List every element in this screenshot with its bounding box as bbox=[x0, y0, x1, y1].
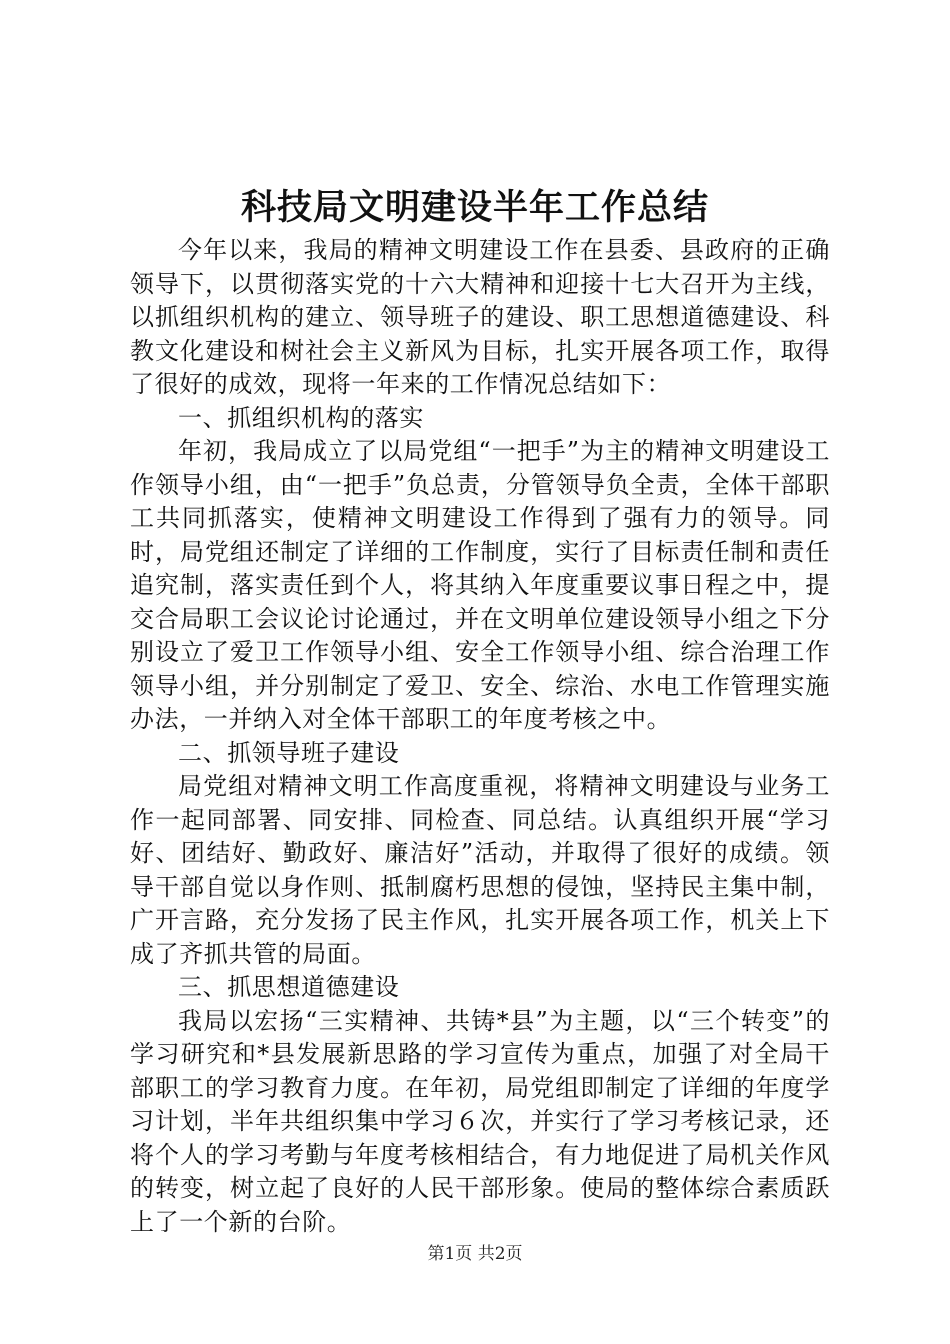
section-heading-3: 三、抓思想道德建设 bbox=[178, 973, 400, 1001]
document-title: 科技局文明建设半年工作总结 bbox=[240, 187, 709, 228]
section-body-2: 局党组对精神文明工作高度重视，将精神文明建设与业务工作一起同部署、同安排、同检查、同总结。认真组织开展“学习好、团结好、勤政好、廉洁好”活动，并取得了很好的成绩。领导干部自觉以身作则、抵制腐朽思想的侵蚀，坚持民主集中制，广开言路，充分发扬了民主作风，扎实开展各项工作，机关上下成了齐抓共管的局面。 bbox=[130, 772, 830, 968]
section-heading-1: 一、抓组织机构的落实 bbox=[178, 403, 424, 432]
intro-paragraph: 今年以来，我局的精神文明建设工作在县委、县政府的正确领导下，以贯彻落实党的十六大精神和迎接十七大召开为主线，以抓组织机构的建立、领导班子的建设、职工思想道德建设、科教文化建设和树社会主义新风为目标，扎实开展各项工作，取得了很好的成效，现将一年来的工作情况总结如下： bbox=[130, 236, 830, 398]
section-heading-2: 二、抓领导班子建设 bbox=[178, 738, 400, 767]
page-number-footer: 第1页 共2页 bbox=[427, 1244, 523, 1264]
document-body bbox=[130, 234, 830, 1239]
section-body-3: 我局以宏扬“三实精神、共铸*县”为主题，以“三个转变”的学习研究和*县发展新思路的学习宣传为重点，加强了对全局干部职工的学习教育力度。在年初，局党组即制定了详细的年度学习计划，半年共组织集中学习６次，并实行了学习考核记录，还将个人的学习考勤与年度考核相结合，有力地促进了局机关作风的转变，树立起了良好的人民干部形象。使局的整体综合素质跃上了一个新的台阶。 bbox=[130, 1006, 830, 1236]
section-body-1: 年初，我局成立了以局党组“一把手”为主的精神文明建设工作领导小组，由“一把手”负总责，分管领导负全责，全体干部职工共同抓落实，使精神文明建设工作得到了强有力的领导。同时，局党组还制定了详细的工作制度，实行了目标责任制和责任追究制，落实责任到个人，将其纳入年度重要议事日程之中，提交合局职工会议论讨论通过，并在文明单位建设领导小组之下分别设立了爱卫工作领导小组、安全工作领导小组、综合治理工作领导小组，并分别制定了爱卫、安全、综治、水电工作管理实施办法，一并纳入对全体干部职工的年度考核之中。 bbox=[130, 437, 830, 733]
